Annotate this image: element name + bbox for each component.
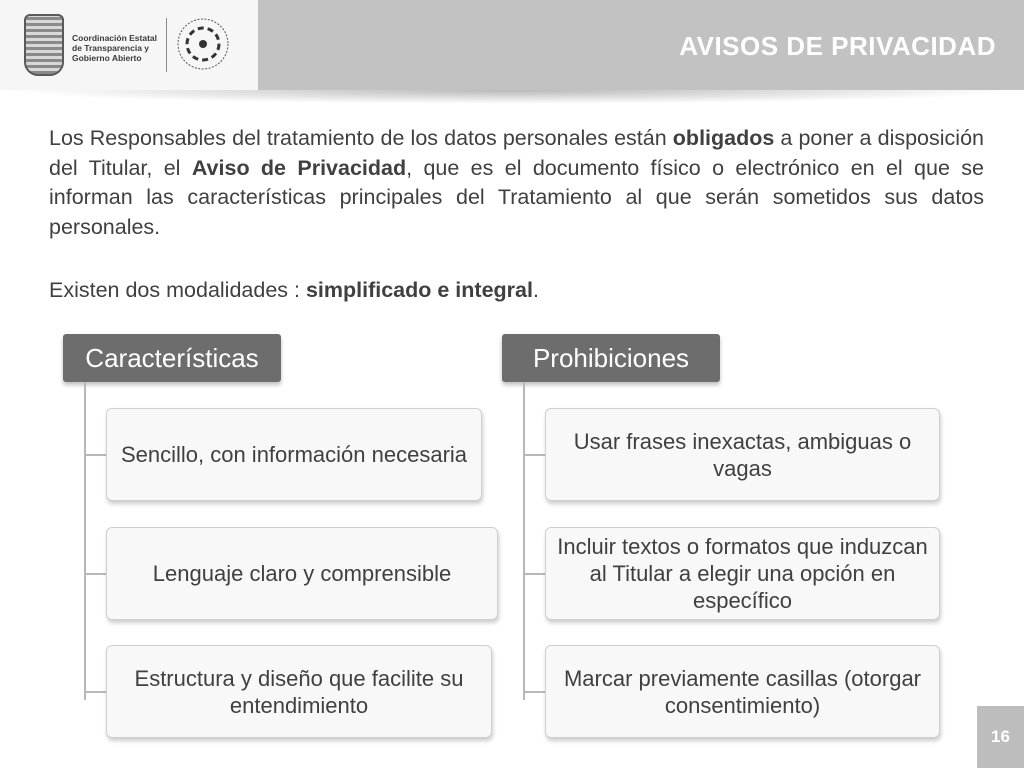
connector-branch: [523, 573, 545, 575]
modes-prefix: Existen dos modalidades :: [49, 278, 306, 302]
connector-branch: [84, 454, 106, 456]
state-crest-icon: [24, 14, 64, 76]
logo-divider: [166, 18, 167, 72]
connector-branch: [84, 691, 106, 693]
prohibiciones-heading: Prohibiciones: [502, 334, 720, 382]
intro-bold-aviso: Aviso de Privacidad: [191, 155, 407, 180]
organization-name: [72, 33, 164, 63]
connector-branch: [523, 691, 545, 693]
connector-branch: [84, 573, 106, 575]
intro-paragraph: [49, 124, 984, 242]
prohibicion-item-2: Incluir textos o formatos que induzcan al Titular a elegir una opción en específico: [545, 527, 940, 620]
modes-suffix: .: [532, 278, 539, 302]
intro-text-3: , que es el documento físico o electrónico en el que se informan las características principales del Tratamiento al que serán sometidos sus datos personales.: [49, 155, 984, 239]
logo-area: [0, 0, 258, 90]
modes-bold: simplificado e integral: [305, 278, 533, 302]
caracteristica-item-1: Sencillo, con información necesaria: [106, 408, 482, 501]
page-number: 16: [977, 706, 1024, 768]
page-title: AVISOS DE PRIVACIDAD: [679, 31, 996, 61]
prohibicion-item-1: Usar frases inexactas, ambiguas o vagas: [545, 408, 940, 501]
intro-text-1: Los Responsables del tratamiento de los datos personales están: [49, 126, 673, 150]
org-name-line3: Gobierno Abierto: [72, 53, 142, 63]
org-name-line1: Coordinación Estatal: [72, 33, 158, 43]
header-bar: [0, 0, 1024, 90]
intro-text-2: a poner a disposición del Titular, el: [49, 126, 984, 180]
caracteristica-item-2: Lenguaje claro y comprensible: [106, 527, 498, 620]
org-name-line2: de Transparencia y: [72, 43, 150, 53]
prohibiciones-connector: [523, 382, 525, 700]
prohibicion-item-3: Marcar previamente casillas (otorgar consentimiento): [545, 645, 940, 738]
caracteristicas-connector: [84, 382, 86, 700]
header-shadow: [0, 90, 1024, 104]
transparency-emblem-icon: [176, 17, 230, 71]
caracteristicas-heading: Características: [63, 334, 281, 382]
caracteristica-item-3: Estructura y diseño que facilite su entendimiento: [106, 645, 492, 738]
modalities-paragraph: [49, 276, 984, 305]
connector-branch: [523, 454, 545, 456]
intro-bold-obligados: obligados: [672, 126, 775, 150]
